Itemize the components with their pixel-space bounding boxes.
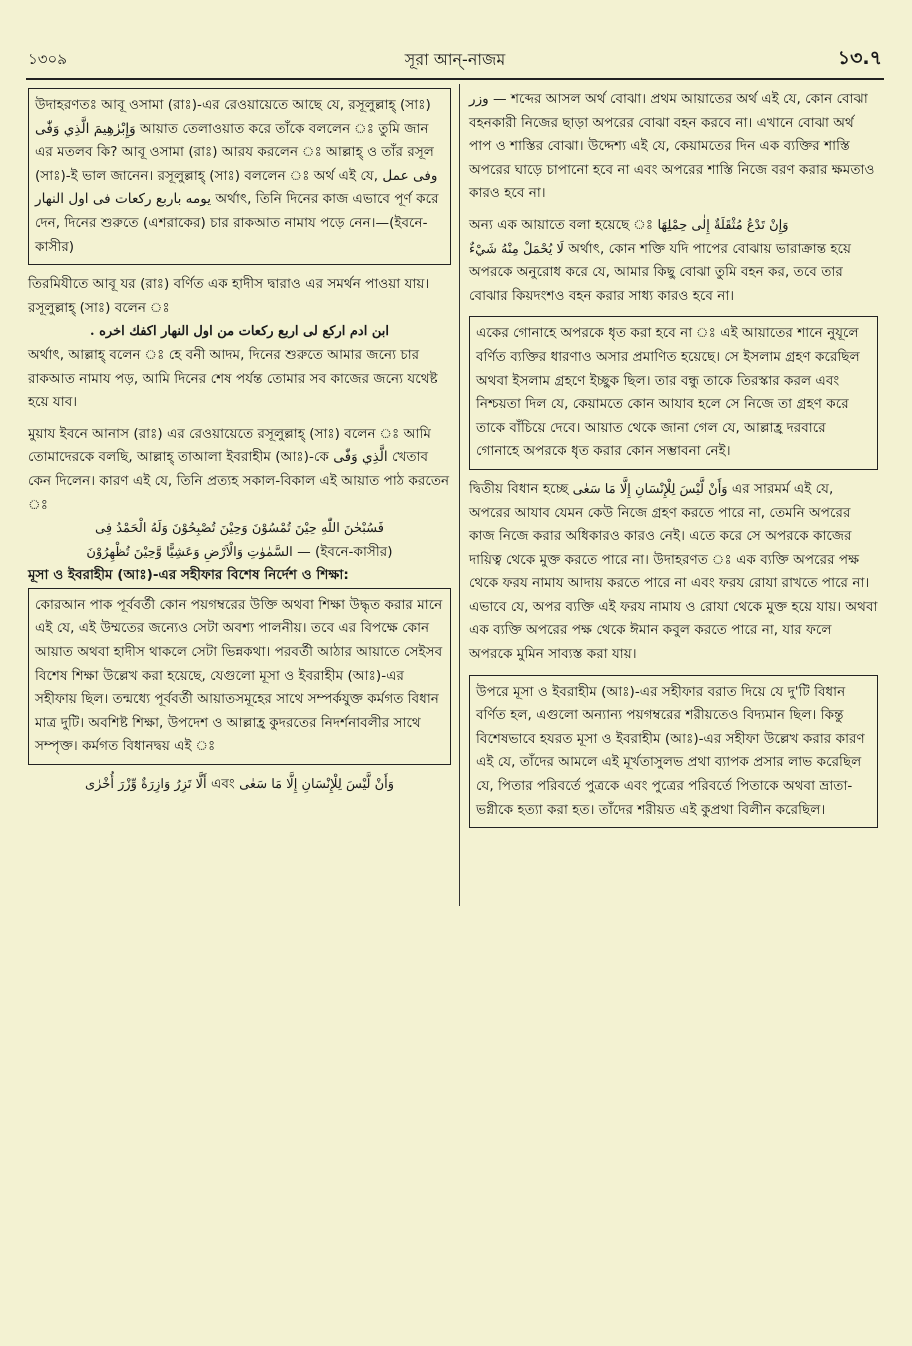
burden-paragraph	[469, 238, 878, 309]
second-ruling-paragraph	[469, 478, 878, 667]
right-column	[469, 88, 878, 828]
two-rulings-verses	[28, 773, 451, 797]
another-verse-text: অন্য এক আয়াতে বলা হয়েছে ঃ	[469, 216, 654, 233]
second-ruling-text: এর সারমর্ম এই যে, অপরের আযাব যেমন কেউ নিজে গ্রহণ করতে পারে না, তেমনি অপরের কাজ নিজে করার অধিকারও কারও নেই। এতে করে সে অপরকে কাজের দায়িত্ব থেকে মুক্ত করতে পারে না। উদাহরণত ঃ এক ব্যক্তি অপরের পক্ষ থেকে ফরয নামায আদায় করতে পারে না এবং ফরয রোযা রাখতে পারে না। এভাবে যে, অপর ব্যক্তি এই ফরয নামায ও রোযা থেকে মুক্ত হয়ে যায়। অথবা এক ব্যক্তি অপরের পক্ষ থেকে ঈমান কবুল করতে পারে না, যার ফলে অপরকে মুমিন সাব্যস্ত করা যায়।	[469, 480, 878, 663]
verse-line-1: فَسُبْحٰنَ اللّٰهِ حِيْنَ تُمْسُوْنَ وَحِيْنَ تُصْبِحُوْنَ وَلَهُ الْحَمْدُ فِى	[95, 521, 384, 537]
another-verse-arabic: وَإِنْ تَدْعُ مُثْقَلَةٌ إِلٰى حِمْلِهَا	[657, 217, 789, 233]
ruling-verse-a: أَلَّا تَزِرُ وَازِرَةٌ وِّزْرَ أُخْرٰى	[84, 777, 207, 793]
left-column	[28, 88, 451, 797]
example-paragraph-box: উদাহরণতঃ আবূ ওসামা (রাঃ)-এর রেওয়ায়েতে আছে যে, রসূলুল্লাহ্ (সাঃ) وَإِبْرٰهِيمَ الَّذِي وَفّٰى আয়াত তেলাওয়াত করে তাঁকে বললেন ঃ তুমি জান এর মতলব কি? আবূ ওসামা (রাঃ) আরয করলেন ঃ আল্লাহ্ ও তাঁর রসূল (সাঃ)-ই ভাল জানেন। রসূলুল্লাহ্ (সাঃ) বললেন ঃ অর্থ এই যে, وفى عمل يومه باربع ركعات فى اول النهار অর্থাৎ, তিনি দিনের কাজ এভাবে পূর্ণ করে দেন, দিনের শুরুতে (এশরাকের) চার রাকআত নামায পড়ে নেন।—(ইবনে-কাসীর)	[28, 88, 451, 265]
page-header	[28, 44, 882, 74]
surah-title: সূরা আন্-নাজম	[404, 50, 506, 69]
another-verse-intro	[469, 214, 878, 238]
hadith-arabic: ابن ادم اركع لى اربع ركعات من اول النهار اكفك اخره .	[90, 324, 389, 340]
teachings-paragraph-box: কোরআন পাক পূর্ববর্তী কোন পয়গম্বরের উক্তি অথবা শিক্ষা উদ্ধৃত করার মানে এই যে, এই উম্মতের জন্যেও সেটা অবশ্য পালনীয়। তবে এর বিপক্ষে কোন আয়াত অথবা হাদীস থাকলে সেটা ভিন্নকথা। পরবর্তী আঠার আয়াতে সেইসব বিশেষ শিক্ষা উল্লেখ করা হয়েছে, যেগুলো মূসা ও ইবরাহীম (আঃ)-এর সহীফায় ছিল। তন্মধ্যে পূর্ববর্তী আয়াতসমূহের সাথে সম্পর্কযুক্ত কর্মগত বিধান মাত্র দুটি। অবশিষ্ট শিক্ষা, উপদেশ ও আল্লাহ্র কুদরতের নিদর্শনাবলীর সাথে সম্পৃক্ত। কর্মগত বিধানদ্বয় এই ঃ	[28, 588, 451, 765]
section-heading: মূসা ও ইবরাহীম (আঃ)-এর সহীফার বিশেষ নির্দেশ ও শিক্ষা:	[28, 567, 349, 584]
header-rule	[26, 78, 884, 80]
no-sin-transfer-box: একের গোনাহে অপরকে ধৃত করা হবে না ঃ এই আয়াতের শানে নুযূলে বর্ণিত ব্যক্তির ধারণাও অসার প্রমাণিত হয়েছে। সে ইসলাম গ্রহণ করেছিল অথবা ইসলাম গ্রহণে ইচ্ছুক ছিল। তার বন্ধু তাকে তিরস্কার করল এবং নিশ্চয়তা দিল যে, কেয়ামতে কোন আযাব হলে সে নিজে তা গ্রহণ করে তাকে বাঁচিয়ে দেবে। আয়াত থেকে জানা গেল যে, আল্লাহ্র দরবারে গোনাহে অপরকে ধৃত করার কোন সম্ভাবনা নেই।	[469, 316, 878, 470]
verse-line-2-arabic: السَّمٰوٰتِ وَالْاَرْضِ وَعَشِيًّا وَّحِيْنَ تُظْهِرُوْنَ	[86, 544, 293, 560]
second-ruling-arabic: وَأَنْ لَّيْسَ لِلْإِنْسَانِ إِلَّا مَا سَعٰى	[572, 481, 728, 497]
page-number-left: ১৩০৯	[28, 50, 67, 68]
second-ruling-lead: দ্বিতীয় বিধান হচ্ছে	[469, 480, 569, 497]
ruling-verse-b: وَأَنْ لَّيْسَ لِلْإِنْسَانِ إِلَّا مَا سَعٰى	[239, 777, 395, 793]
verse-line-2	[28, 541, 451, 565]
page-number-right: ১৩.৭	[837, 47, 882, 69]
burden-text: অর্থাৎ, কোন শক্তি যদি পাপের বোঝায় ভারাক্রান্ত হয়ে অপরকে অনুরোধ করে যে, আমার কিছু বোঝা তুমি বহন কর, তবে তার বোঝার কিয়দংশও বহন করার সাধ্য কারও হবে না।	[469, 240, 852, 304]
tirmidhi-paragraph: তিরমিযীতে আবূ যর (রাঃ) বর্ণিত এক হাদীস দ্বারাও এর সমর্থন পাওয়া যায়। রসূলুল্লাহ্ (সাঃ) বলেন ঃ	[28, 276, 430, 316]
muaz-paragraph: মুয়ায ইবনে আনাস (রাঃ) এর রেওয়ায়েতে রসূলুল্লাহ্ (সাঃ) বলেন ঃ আমি তোমাদেরকে বলছি, আল্লাহ্ তাআলা ইবরাহীম (আঃ)-কে الَّذِي وَفّٰى খেতাব কেন দিলেন। কারণ এই যে, তিনি প্রত্যহ সকাল-বিকাল এই আয়াত পাঠ করতেন ঃ	[28, 425, 450, 513]
hadith-meaning-paragraph: অর্থাৎ, আল্লাহ্ বলেন ঃ হে বনী আদম, দিনের শুরুতে আমার জন্যে চার রাকআত নামায পড়, আমি দিনের শেষ পর্যন্ত তোমার সব কাজের জন্যে যথেষ্ট হয়ে যাব।	[28, 346, 438, 411]
verse-line-2-citation: — (ইবনে-কাসীর)	[297, 543, 393, 560]
column-divider	[459, 84, 460, 906]
burden-arabic: لَا يُحْمَلْ مِنْهُ شَيْءٌ	[469, 241, 564, 257]
both-rulings-box: উপরে মূসা ও ইবরাহীম (আঃ)-এর সহীফার বরাত দিয়ে যে দু'টি বিধান বর্ণিত হল, এগুলো অন্যান্য পয়গম্বরের শরীয়তেও বিদ্যমান ছিল। কিন্তু বিশেষভাবে হযরত মূসা ও ইবরাহীম (আঃ)-এর সহীফা উল্লেখ করার কারণ এই যে, তাঁদের আমলে এই মূর্খতাসুলভ প্রথা ব্যাপক প্রসার লাভ করেছিল যে, পিতার পরিবর্তে পুত্রকে এবং পুত্রের পরিবর্তে পিতাকে অথবা ভ্রাতা-ভগ্নীকে হত্যা করা হত। তাঁদের শরীয়ত এই কুপ্রথা বিলীন করেছিল।	[469, 675, 878, 829]
and-word: এবং	[211, 776, 235, 793]
wizr-paragraph: وزر — শব্দের আসল অর্থ বোঝা। প্রথম আয়াতের অর্থ এই যে, কোন বোঝা বহনকারী নিজের ছাড়া অপরের বোঝা বহন করবে না। এখানে বোঝা অর্থ পাপ ও শাস্তির বোঝা। উদ্দেশ্য এই যে, কেয়ামতের দিন এক ব্যক্তির শাস্তি অপরের ঘাড়ে চাপানো হবে না এবং অপরের শাস্তি নিজে বরণ করার ক্ষমতাও কারও হবে না।	[469, 91, 875, 202]
